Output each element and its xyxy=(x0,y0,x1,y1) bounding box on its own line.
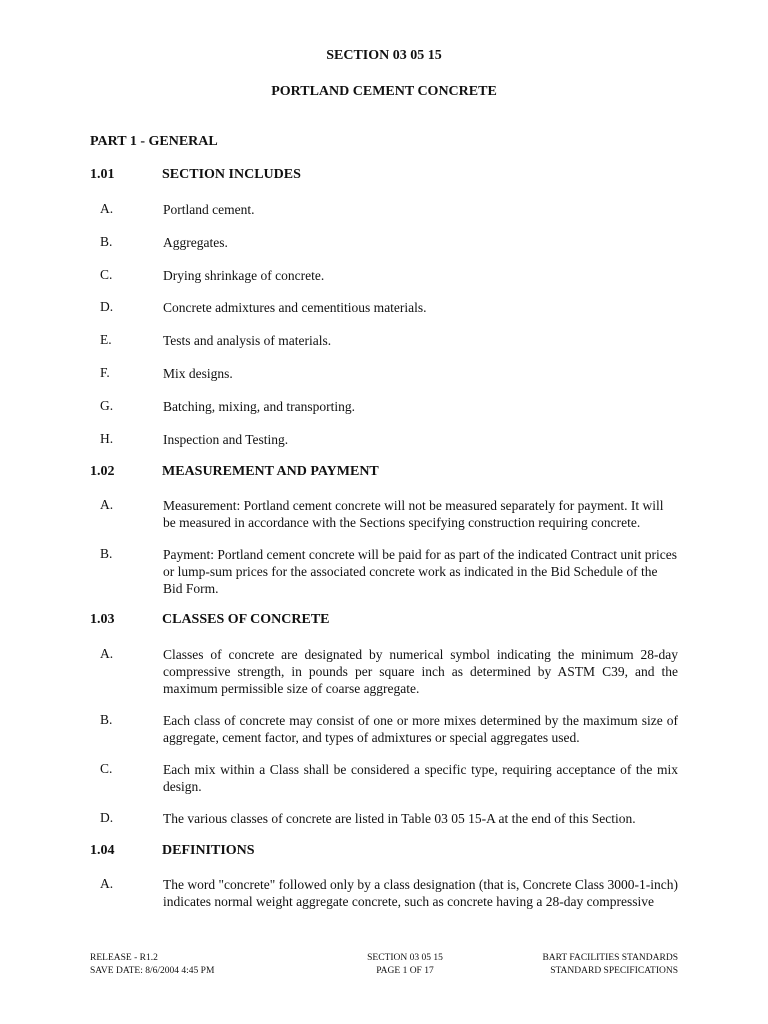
item-letter: F. xyxy=(100,365,110,380)
article-title: DEFINITIONS xyxy=(162,843,255,858)
item-text: Portland cement. xyxy=(163,202,255,217)
item-letter: A. xyxy=(100,876,114,891)
footer-page-number: PAGE 1 OF 17 xyxy=(376,966,434,976)
footer-standards: BART FACILITIES STANDARDS xyxy=(542,953,678,963)
item-text: Classes of concrete are designated by numerical symbol indicating the minimum 28-day compressive strength, in pounds per square inch as determined by ASTM C39, and the maximum permissible size of coarse aggregate. xyxy=(163,647,678,696)
item-letter: G. xyxy=(100,398,114,413)
footer-specifications: STANDARD SPECIFICATIONS xyxy=(550,966,678,976)
item-text: Each class of concrete may consist of one or more mixes determined by the maximum size of aggregate, cement factor, and types of admixtures or special aggregates used. xyxy=(163,713,678,745)
item-letter: E. xyxy=(100,332,112,347)
item-text: Drying shrinkage of concrete. xyxy=(163,268,325,283)
article-title: SECTION INCLUDES xyxy=(162,167,301,182)
item-text: Tests and analysis of materials. xyxy=(163,333,332,348)
footer-right xyxy=(478,952,678,978)
item-letter: B. xyxy=(100,234,113,249)
footer-section: SECTION 03 05 15 xyxy=(367,953,443,963)
part-heading: PART 1 - GENERAL xyxy=(90,134,218,149)
article-title: CLASSES OF CONCRETE xyxy=(162,612,330,627)
item-letter: A. xyxy=(100,201,114,216)
item-text: Mix designs. xyxy=(163,366,233,381)
item-text: The various classes of concrete are listed in Table 03 05 15-A at the end of this Section. xyxy=(163,811,636,826)
item-text: Batching, mixing, and transporting. xyxy=(163,399,355,414)
footer-center xyxy=(330,952,480,978)
item-letter: A. xyxy=(100,646,114,661)
article-number: 1.04 xyxy=(90,843,115,858)
item-text: Concrete admixtures and cementitious materials. xyxy=(163,300,427,315)
item-letter: D. xyxy=(100,810,114,825)
section-title: PORTLAND CEMENT CONCRETE xyxy=(271,84,497,99)
footer-save-date: SAVE DATE: 8/6/2004 4:45 PM xyxy=(90,966,215,976)
item-text: Inspection and Testing. xyxy=(163,432,289,447)
item-text: Measurement: Portland cement concrete will not be measured separately for payment. It will be measured in accordance with the Sections specifying construction requiring concrete. xyxy=(163,498,664,530)
item-letter: C. xyxy=(100,761,113,776)
article-number: 1.02 xyxy=(90,464,115,479)
item-letter: H. xyxy=(100,431,114,446)
item-letter: B. xyxy=(100,712,113,727)
section-number: SECTION 03 05 15 xyxy=(326,48,442,63)
item-text: Each mix within a Class shall be considered a specific type, requiring acceptance of the mix design. xyxy=(163,762,678,794)
item-letter: A. xyxy=(100,497,114,512)
footer-left xyxy=(90,952,214,978)
item-text: Payment: Portland cement concrete will be paid for as part of the indicated Contract unit prices or lump-sum prices for the associated concrete work as indicated in the Bid Schedule of the Bid Form. xyxy=(163,547,677,596)
item-letter: C. xyxy=(100,267,113,282)
item-text: The word "concrete" followed only by a class designation (that is, Concrete Class 3000-1-inch) indicates normal weight aggregate concrete, such as concrete having a 28-day compressive xyxy=(163,877,678,909)
item-text: Aggregates. xyxy=(163,235,228,250)
article-number: 1.03 xyxy=(90,612,115,627)
article-title: MEASUREMENT AND PAYMENT xyxy=(162,464,379,479)
item-letter: B. xyxy=(100,546,113,561)
item-letter: D. xyxy=(100,299,114,314)
footer-release: RELEASE - R1.2 xyxy=(90,953,158,963)
article-number: 1.01 xyxy=(90,167,115,182)
